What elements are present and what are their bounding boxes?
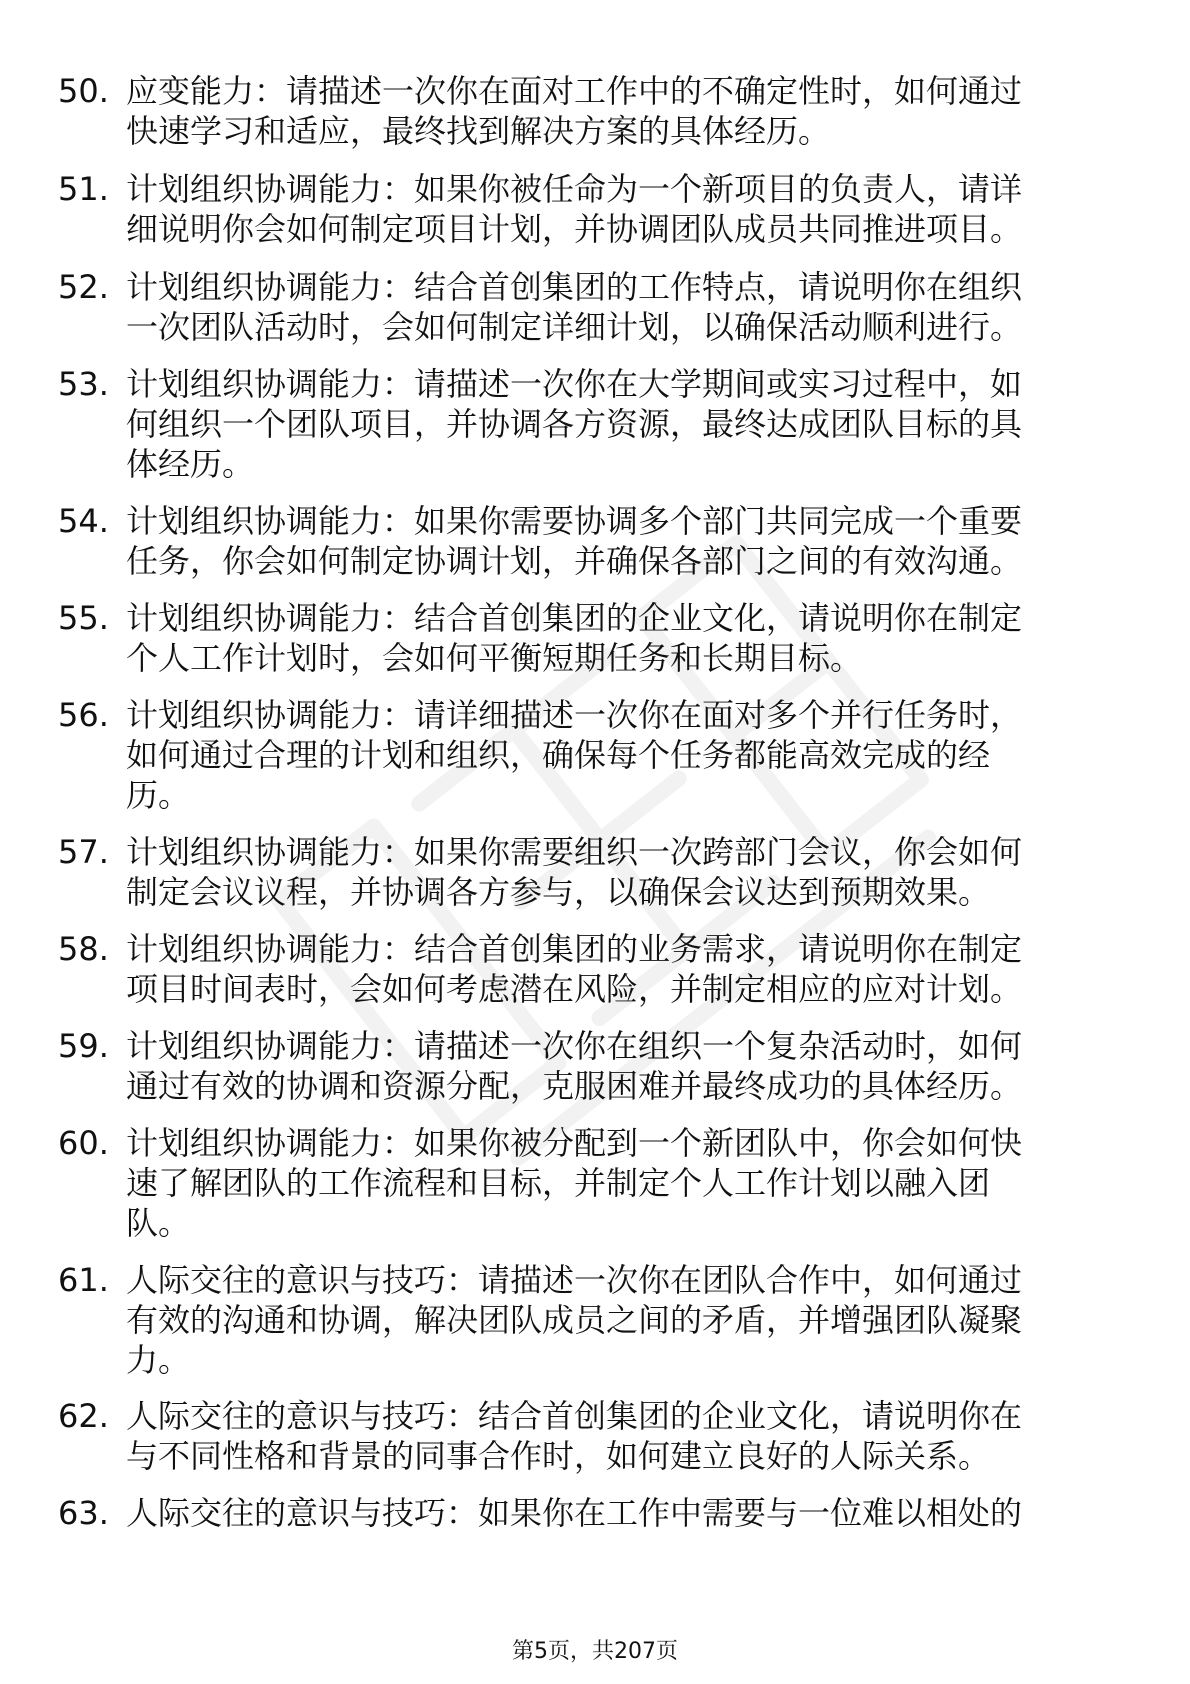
question-text bbox=[126, 1260, 1022, 1380]
question-number: 60. bbox=[58, 1124, 109, 1162]
question-text-line: 人际交往的意识与技巧：结合首创集团的企业文化，请说明你在 bbox=[126, 1397, 1023, 1435]
page-footer: 第5页，共207页 bbox=[512, 1639, 678, 1664]
question-text-line: 应变能力：请描述一次你在面对工作中的不确定性时，如何通过 bbox=[126, 72, 1023, 110]
question-number: 55. bbox=[58, 599, 109, 637]
question-text-line: 计划组织协调能力：如果你需要组织一次跨部门会议，你会如何 bbox=[126, 833, 1023, 871]
question-text bbox=[126, 832, 1022, 912]
question-text-line: 快速学习和适应，最终找到解决方案的具体经历。 bbox=[126, 112, 831, 150]
question-text bbox=[126, 364, 1022, 484]
question-text-line: 队。 bbox=[126, 1204, 191, 1242]
question-number: 53. bbox=[58, 365, 109, 403]
question-text-line: 如何通过合理的计划和组织，确保每个任务都能高效完成的经 bbox=[126, 736, 991, 774]
question-number: 61. bbox=[58, 1261, 109, 1299]
question-number: 62. bbox=[58, 1397, 109, 1435]
question-text-line: 细说明你会如何制定项目计划，并协调团队成员共同推进项目。 bbox=[126, 210, 1023, 248]
question-text bbox=[126, 71, 1022, 151]
question-text-line: 力。 bbox=[126, 1341, 191, 1379]
question-number: 52. bbox=[58, 268, 109, 306]
question-text bbox=[126, 695, 1022, 815]
question-text-line: 人际交往的意识与技巧：请描述一次你在团队合作中，如何通过 bbox=[126, 1261, 1023, 1299]
question-text bbox=[126, 1026, 1022, 1106]
question-text-line: 计划组织协调能力：结合首创集团的企业文化，请说明你在制定 bbox=[126, 599, 1023, 637]
question-number: 56. bbox=[58, 696, 109, 734]
question-text-line: 计划组织协调能力：结合首创集团的工作特点，请说明你在组织 bbox=[126, 268, 1023, 306]
question-text-line: 何组织一个团队项目，并协调各方资源，最终达成团队目标的具 bbox=[126, 405, 1023, 443]
question-text bbox=[126, 1396, 1022, 1476]
question-text bbox=[126, 169, 1022, 249]
question-text-line: 计划组织协调能力：如果你被分配到一个新团队中，你会如何快 bbox=[126, 1124, 1023, 1162]
question-text-line: 个人工作计划时，会如何平衡短期任务和长期目标。 bbox=[126, 639, 863, 677]
question-text bbox=[126, 598, 1022, 678]
question-text bbox=[126, 267, 1022, 347]
question-text-line: 计划组织协调能力：结合首创集团的业务需求，请说明你在制定 bbox=[126, 930, 1023, 968]
question-text-line: 人际交往的意识与技巧：如果你在工作中需要与一位难以相处的 bbox=[126, 1494, 1023, 1532]
question-text bbox=[126, 1123, 1022, 1243]
question-text-line: 历。 bbox=[126, 776, 191, 814]
question-text-line: 计划组织协调能力：如果你需要协调多个部门共同完成一个重要 bbox=[126, 502, 1023, 540]
question-text-line: 项目时间表时，会如何考虑潜在风险，并制定相应的应对计划。 bbox=[126, 970, 1023, 1008]
question-text-line: 计划组织协调能力：请描述一次你在大学期间或实习过程中，如 bbox=[126, 365, 1023, 403]
question-text-line: 与不同性格和背景的同事合作时，如何建立良好的人际关系。 bbox=[126, 1437, 991, 1475]
question-text-line: 任务，你会如何制定协调计划，并确保各部门之间的有效沟通。 bbox=[126, 542, 1023, 580]
question-text bbox=[126, 929, 1022, 1009]
question-number: 57. bbox=[58, 833, 109, 871]
question-text-line: 速了解团队的工作流程和目标，并制定个人工作计划以融入团 bbox=[126, 1164, 991, 1202]
question-text-line: 计划组织协调能力：如果你被任命为一个新项目的负责人，请详 bbox=[126, 170, 1023, 208]
question-number: 59. bbox=[58, 1027, 109, 1065]
question-text-line: 体经历。 bbox=[126, 445, 255, 483]
question-number: 58. bbox=[58, 930, 109, 968]
question-text-line: 通过有效的协调和资源分配，克服困难并最终成功的具体经历。 bbox=[126, 1067, 1023, 1105]
question-text-line: 有效的沟通和协调，解决团队成员之间的矛盾，并增强团队凝聚 bbox=[126, 1301, 1023, 1339]
question-text-line: 计划组织协调能力：请描述一次你在组织一个复杂活动时，如何 bbox=[126, 1027, 1023, 1065]
question-text bbox=[126, 1493, 1022, 1533]
question-number: 54. bbox=[58, 502, 109, 540]
question-number: 63. bbox=[58, 1494, 109, 1532]
question-number: 50. bbox=[58, 72, 109, 110]
question-text-line: 一次团队活动时，会如何制定详细计划，以确保活动顺利进行。 bbox=[126, 308, 1023, 346]
question-text bbox=[126, 501, 1022, 581]
question-number: 51. bbox=[58, 170, 109, 208]
question-text-line: 计划组织协调能力：请详细描述一次你在面对多个并行任务时， bbox=[126, 696, 1023, 734]
question-text-line: 制定会议议程，并协调各方参与，以确保会议达到预期效果。 bbox=[126, 873, 991, 911]
